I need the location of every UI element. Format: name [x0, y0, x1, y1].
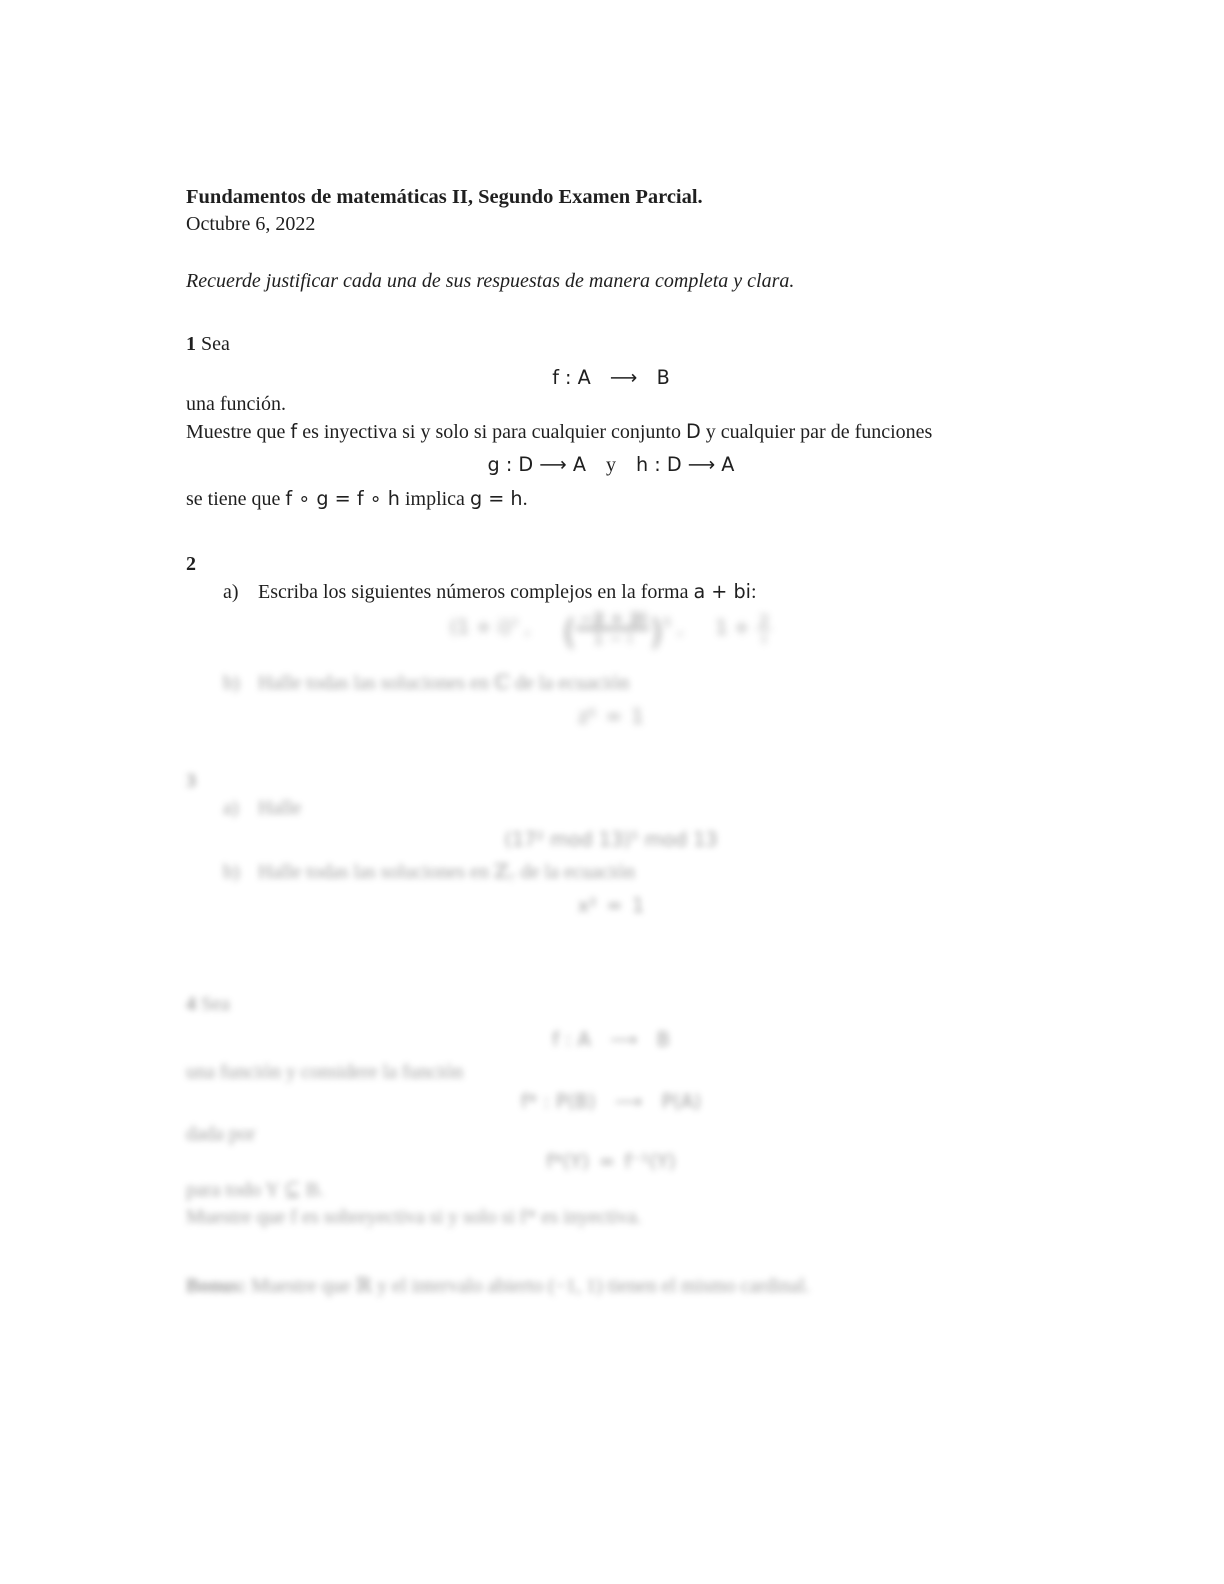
problem-4-number: 4 — [186, 992, 196, 1015]
text-run: : — [751, 581, 757, 603]
math-run: D — [685, 420, 701, 443]
blurred-term-1: (1 + i)⁷ , — [449, 615, 531, 639]
text-run: Muestre que ℝ y el intervalo abierto (−1, 1) tienen el mismo cardinal. — [246, 1274, 810, 1297]
item-b-label: b) — [223, 671, 240, 694]
text-run: y cualquier par de funciones — [700, 421, 933, 443]
problem-2a-blurred-equation — [186, 609, 1036, 653]
problem-4-line-4: Muestre que f es sobreyectiva si y solo si f* es inyectiva. — [186, 1205, 642, 1228]
problem-2b-blurred-equation: z⁵ = 1 — [578, 704, 644, 728]
bonus-line-blurred — [186, 1273, 1036, 1300]
open-paren: ( — [562, 611, 577, 653]
problem-4-blurred — [186, 991, 1036, 1231]
problem-2 — [186, 551, 1036, 730]
text-run: . — [522, 488, 528, 510]
doc-title: Fundamentos de matemáticas II, Segundo Examen Parcial. — [186, 186, 703, 208]
separator-comma: , — [671, 615, 684, 639]
problem-1-line-funcion: una función. — [186, 393, 286, 415]
problem-4-equation-map: f : A ⟶ B — [552, 1027, 670, 1051]
text-run: y — [586, 454, 636, 476]
text-run: Sea — [196, 992, 230, 1015]
text-run: se tiene que — [186, 488, 286, 510]
problem-3a-blurred-equation: (17² mod 13)⁵ mod 13 — [504, 827, 718, 851]
blurred-term-2 — [562, 609, 684, 653]
problem-1-number: 1 — [186, 333, 196, 355]
problem-4-line-1: una función y considere la función — [186, 1060, 464, 1083]
bonus-label: Bonus: — [186, 1274, 247, 1297]
math-run: h : D ⟶ A — [636, 453, 735, 476]
item-b-label: b) — [223, 860, 240, 883]
text-run: es inyectiva si y solo si para cualquier conjunto — [297, 421, 686, 443]
doc-date: Octubre 6, 2022 — [186, 213, 316, 235]
problem-2-item-a — [186, 578, 1036, 606]
math-run: f ∘ g = f ∘ h — [285, 487, 400, 510]
text-run: Halle — [258, 796, 302, 819]
item-a-label: a) — [223, 796, 239, 819]
problem-3-item-b — [186, 859, 1036, 886]
fraction-numerator: −2 + 2i — [576, 610, 649, 630]
problem-4-equation-star: f* : P(B) ⟶ P(A) — [520, 1089, 702, 1113]
text-run: implica — [399, 488, 470, 510]
blurred-term-3 — [715, 611, 772, 649]
math-run: g = h — [469, 487, 523, 510]
blurred-fraction — [576, 610, 649, 647]
item-a-label: a) — [223, 581, 239, 603]
problem-3-number: 3 — [186, 769, 196, 792]
problem-1-equation-gh — [186, 451, 1036, 479]
math-run: f — [290, 420, 298, 443]
text-run: Halle todas las soluciones en ℤ₇ de la ecuación — [258, 860, 636, 883]
text-run: Muestre que — [186, 421, 291, 443]
problem-2-item-b-blurred — [186, 670, 1036, 697]
problem-4-line-2: dada por — [186, 1122, 256, 1145]
exponent: 5 — [663, 614, 672, 630]
problem-1-lead-text: Sea — [196, 333, 230, 355]
problem-4-line-3: para todo Y ⊆ B. — [186, 1178, 325, 1201]
problem-1 — [186, 331, 1036, 513]
text-run: Escriba los siguientes números complejos en la forma — [258, 581, 694, 603]
text-run: Halle todas las soluciones en ℂ de la ecuación — [258, 671, 630, 694]
problem-4-equation-def: f*(Y) = f⁻¹(Y) — [546, 1149, 676, 1173]
doc-instruction: Recuerde justificar cada una de sus respuestas de manera completa y clara. — [186, 270, 795, 292]
math-run: g : D ⟶ A — [487, 453, 586, 476]
close-paren: ) — [649, 611, 664, 653]
math-run: a + bi — [693, 580, 751, 603]
problem-4-lead — [186, 991, 1036, 1018]
blurred-fraction — [756, 612, 772, 647]
problem-1-line-muestre — [186, 418, 1036, 446]
problem-2-number: 2 — [186, 553, 196, 575]
problem-3-item-a — [186, 795, 1036, 822]
fraction-denominator: 1 − i — [593, 629, 633, 649]
problem-1-lead — [186, 331, 1036, 358]
fraction-numerator: 2 — [756, 612, 772, 630]
fraction-denominator: i — [761, 629, 767, 649]
problem-3-blurred — [186, 768, 1036, 919]
problem-1-line-setiene — [186, 485, 1036, 513]
problem-1-equation-map: f : A ⟶ B — [552, 366, 670, 389]
problem-3b-blurred-equation: x² = 1 — [577, 893, 645, 917]
text-column — [186, 184, 1036, 1300]
text-run: 1 + — [715, 615, 756, 639]
